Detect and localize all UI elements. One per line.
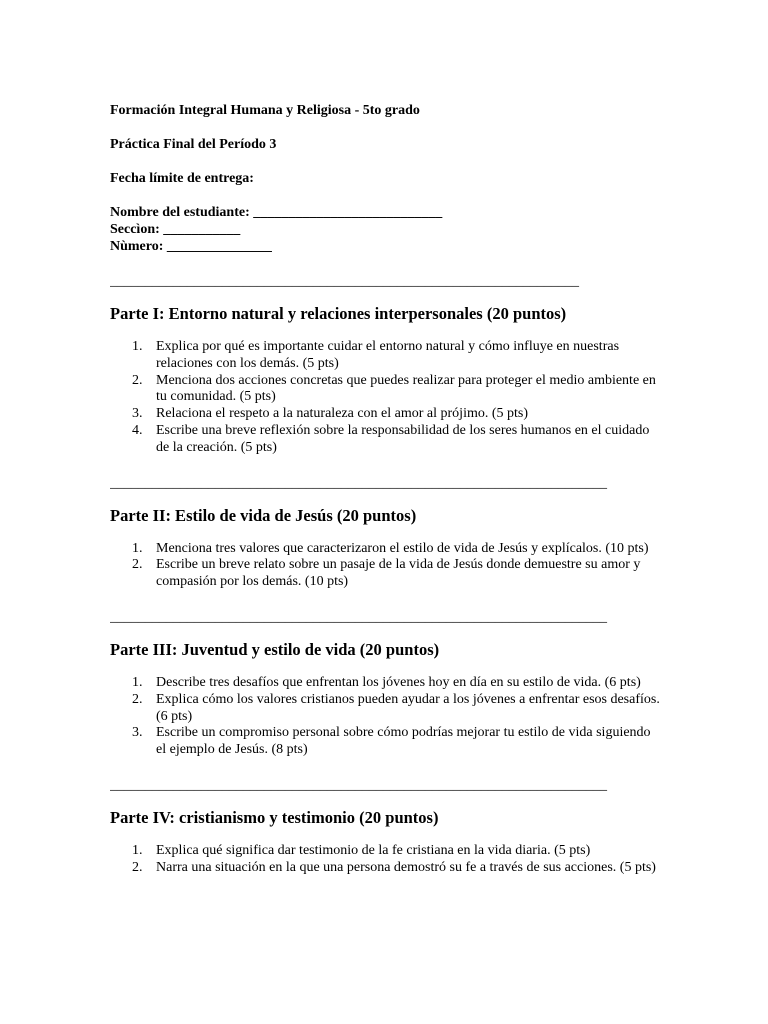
separator-line: _______________________________________________________________________ [110, 777, 607, 793]
section-title-parte-1: Parte I: Entorno natural y relaciones interpersonales (20 puntos) [110, 304, 567, 323]
question-item: 3. Escribe un compromiso personal sobre cómo podrías mejorar tu estilo de vida siguiendo el ejemplo de Jesús. (8 pts) [132, 725, 651, 758]
question-item: 2. Escribe un breve relato sobre un pasaje de la vida de Jesús donde demuestre su amor y compasión por los demás. (10 pts) [132, 557, 641, 590]
course-title: Formación Integral Humana y Religiosa - 5to grado [110, 103, 420, 118]
question-item: 4. Escribe una breve reflexión sobre la responsabilidad de los seres humanos en el cuidado de la creación. (5 pts) [132, 422, 650, 455]
separator-line: _______________________________________________________________________ [110, 475, 607, 491]
section-title-parte-3: Parte III: Juventud y estilo de vida (20 puntos) [110, 639, 440, 659]
question-list-parte-4 [110, 843, 670, 877]
section-field: Seccìon: ___________ [110, 222, 241, 237]
deadline-label: Fecha límite de entrega: [110, 171, 254, 186]
question-item: 1. Explica qué significa dar testimonio de la fe cristiana en la vida diaria. (5 pts) [132, 842, 591, 858]
question-item: 2. Narra una situación en la que una persona demostró su fe a través de sus acciones. (5 pts) [132, 859, 656, 875]
question-item: 2. Menciona dos acciones concretas que puedes realizar para proteger el medio ambiente en tu comunidad. (5 pts) [132, 372, 656, 405]
question-item: 3. Relaciona el respeto a la naturaleza con el amor al prójimo. (5 pts) [132, 406, 529, 422]
separator-line: ___________________________________________________________________ [110, 274, 579, 289]
question-item: 1. Describe tres desafíos que enfrentan los jóvenes hoy en día en su estilo de vida. (6 pts) [132, 674, 641, 690]
question-list-parte-2 [110, 541, 670, 591]
question-item: 2. Explica cómo los valores cristianos pueden ayudar a los jóvenes a enfrentar esos desafíos. (6 pts) [132, 691, 660, 724]
practice-title: Práctica Final del Período 3 [110, 137, 277, 152]
section-title-parte-4: Parte IV: cristianismo y testimonio (20 puntos) [110, 807, 439, 827]
question-list-parte-3 [110, 675, 670, 759]
question-item: 1. Menciona tres valores que caracterizaron el estilo de vida de Jesús y explícalos. (10 pts) [132, 540, 649, 556]
document-page [110, 102, 670, 877]
section-title-parte-2: Parte II: Estilo de vida de Jesús (20 puntos) [110, 505, 417, 525]
student-name-field: Nombre del estudiante: ___________________________ [110, 205, 443, 220]
number-field: Nùmero: _______________ [110, 239, 272, 254]
question-item: 1. Explica por qué es importante cuidar el entorno natural y cómo influye en nuestras relaciones con los demás. (5 pts) [132, 339, 620, 371]
question-list-parte-1 [110, 339, 670, 457]
separator-line: _______________________________________________________________________ [110, 609, 607, 625]
